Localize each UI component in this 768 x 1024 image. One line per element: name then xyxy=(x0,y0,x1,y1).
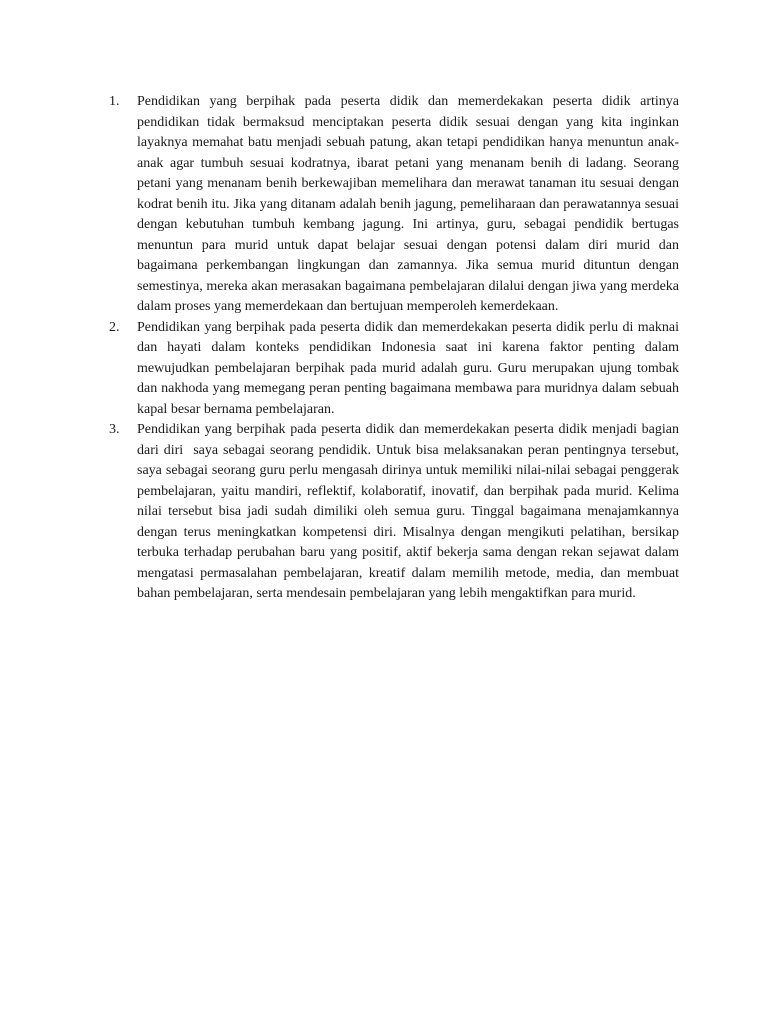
list-item-number: 2. xyxy=(109,319,120,335)
list-item xyxy=(109,318,683,421)
list-item-text: Pendidikan yang berpihak pada peserta didik dan memerdekakan peserta didik artinya pendidikan tidak bermaksud menciptakan peserta didik sesuai dengan yang kita inginkan layaknya memahat batu menjadi sebuah patung, akan tetapi pendidikan hanya menuntun anak-anak agar tumbuh sesuai kodratnya, ibarat petani yang menanam benih di ladang. Seorang petani yang menanam benih berkewajiban memelihara dan merawat tanaman itu sesuai dengan kodrat benih itu. Jika yang ditanam adalah benih jagung, pemeliharaan dan perawatannya sesuai dengan kebutuhan tumbuh kembang jagung. Ini artinya, guru, sebagai pendidik bertugas menuntun para murid untuk dapat belajar sesuai dengan potensi dalam diri murid dan bagaimana perkembangan lingkungan dan zamannya. Jika semua murid dituntun dengan semestinya, mereka akan merasakan bagaimana pembelajaran dilalui dengan jiwa yang merdeka dalam proses yang memerdekaan dan bertujuan memperoleh kemerdekaan. xyxy=(137,94,683,314)
list-item-number: 1. xyxy=(109,94,120,109)
list-item xyxy=(109,92,683,318)
list-item-number: 3. xyxy=(109,422,120,437)
list-item-text: Pendidikan yang berpihak pada peserta didik dan memerdekakan peserta didik perlu di maknai dan hayati dalam konteks pendidikan Indonesia saat ini karena faktor penting dalam mewujudkan pembelajaran berpihak pada murid adalah guru. Guru merupakan ujung tombak dan nakhoda yang memegang peran penting bagaimana membawa para muridnya dalam sebuah kapal besar bernama pembelajaran. xyxy=(137,319,683,417)
numbered-list xyxy=(109,92,683,605)
list-item xyxy=(109,420,683,605)
list-item-text: Pendidikan yang berpihak pada peserta didik dan memerdekakan peserta didik menjadi bagian dari diri saya sebagai seorang pendidik. Untuk bisa melaksanakan peran pentingnya tersebut, saya sebagai seorang guru perlu mengasah dirinya untuk memiliki nilai-nilai sebagai penggerak pembelajaran, yaitu mandiri, reflektif, kolaboratif, inovatif, dan berpihak pada murid. Kelima nilai tersebut bisa jadi sudah dimiliki oleh semua guru. Tinggal bagaimana menajamkannya dengan terus meningkatkan kompetensi diri. Misalnya dengan mengikuti pelatihan, bersikap terbuka terhadap perubahan baru yang positif, aktif bekerja sama dengan rekan sejawat dalam mengatasi permasalahan pembelajaran, kreatif dalam memilih metode, media, dan membuat bahan pembelajaran, serta mendesain pembelajaran yang lebih mengaktifkan para murid. xyxy=(137,422,683,601)
